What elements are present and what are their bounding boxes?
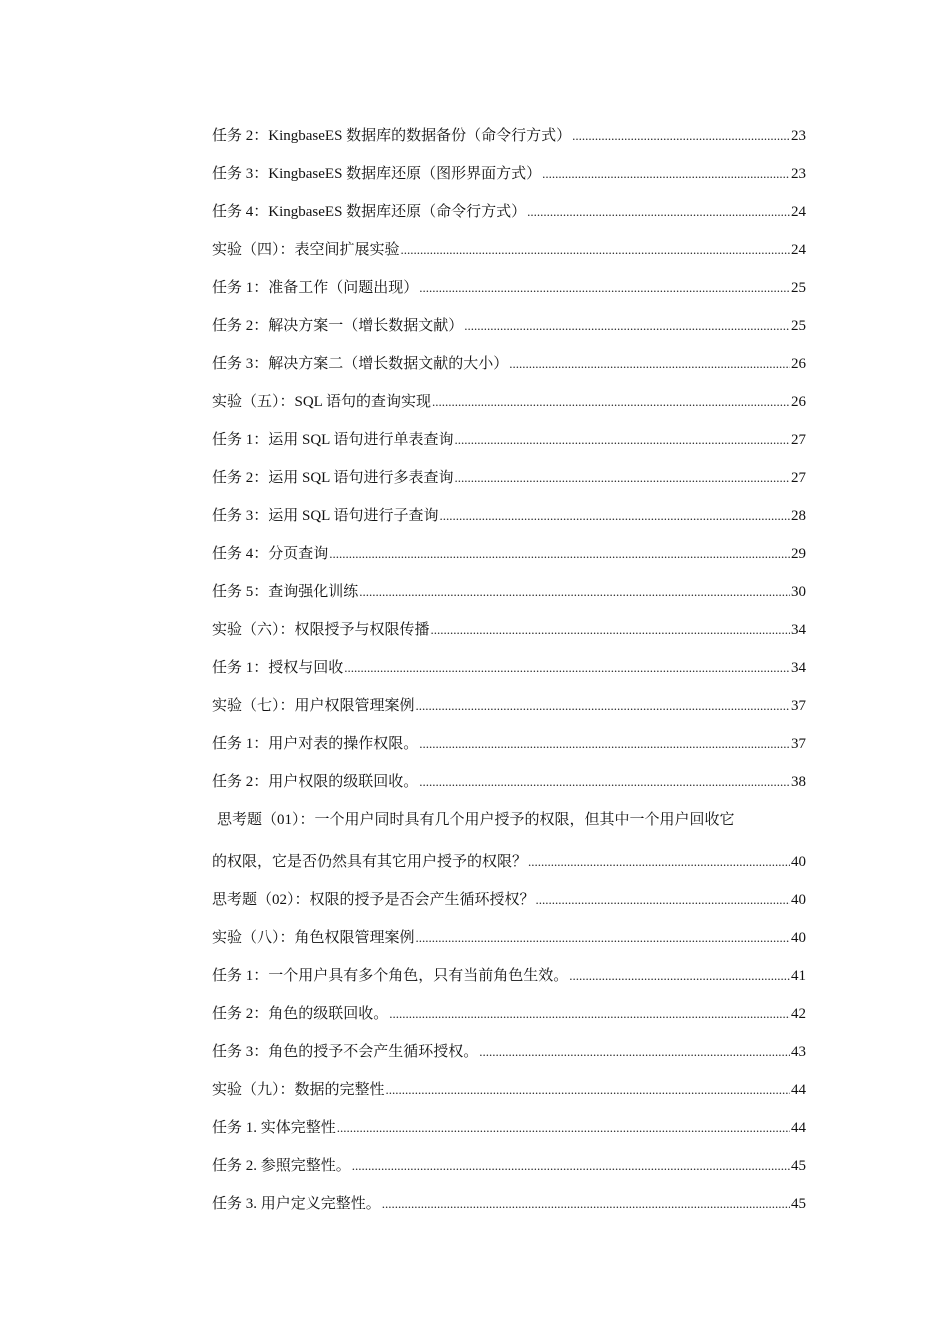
toc-leader-dots [432, 390, 790, 414]
toc-page-number: 24 [791, 204, 806, 220]
toc-entry-title: 任务 3. 用户定义完整性。 [212, 1196, 381, 1212]
toc-entry-title: 任务 3：解决方案二（增长数据文献的大小） [212, 356, 509, 372]
toc-page-number: 44 [791, 1120, 806, 1136]
toc-entry-title: 实验（七）：用户权限管理案例 [212, 698, 415, 714]
toc-entry[interactable] [212, 770, 806, 808]
toc-entry[interactable] [212, 1116, 806, 1154]
toc-entry-title: 任务 4：分页查询 [212, 546, 329, 562]
toc-page-number: 43 [791, 1044, 806, 1060]
toc-leader-dots [382, 1192, 790, 1216]
table-of-contents [212, 124, 806, 1230]
toc-entry-title: 任务 3：角色的授予不会产生循环授权。 [212, 1044, 479, 1060]
toc-entry-title: 实验（八）：角色权限管理案例 [212, 930, 415, 946]
toc-page-number: 40 [791, 854, 806, 870]
toc-leader-dots [359, 580, 790, 604]
toc-entry-title: 思考题（02）：权限的授予是否会产生循环授权？ [212, 892, 535, 908]
toc-entry[interactable] [212, 618, 806, 656]
toc-page-number: 40 [791, 930, 806, 946]
toc-entry[interactable] [212, 276, 806, 314]
toc-entry-title: 任务 1：准备工作（问题出现） [212, 280, 419, 296]
toc-entry-title: 任务 5：查询强化训练 [212, 584, 359, 600]
toc-leader-dots [572, 124, 790, 148]
toc-page-number: 27 [791, 432, 806, 448]
toc-page-number: 41 [791, 968, 806, 984]
toc-entry[interactable] [212, 964, 806, 1002]
toc-entry[interactable] [212, 1154, 806, 1192]
toc-entry[interactable] [212, 542, 806, 580]
toc-page-number: 27 [791, 470, 806, 486]
toc-leader-dots [528, 850, 790, 874]
toc-page-number: 30 [791, 584, 806, 600]
toc-leader-dots [455, 428, 790, 452]
toc-page-number: 40 [791, 892, 806, 908]
toc-entry[interactable] [212, 162, 806, 200]
toc-leader-dots [419, 732, 790, 756]
toc-leader-dots [344, 656, 790, 680]
toc-entry[interactable] [212, 390, 806, 428]
toc-leader-dots [416, 926, 790, 950]
toc-page-number: 25 [791, 280, 806, 296]
toc-entry-title: 任务 1. 实体完整性 [212, 1120, 336, 1136]
toc-entry[interactable] [212, 200, 806, 238]
toc-entry[interactable] [212, 428, 806, 466]
toc-entry[interactable] [212, 926, 806, 964]
toc-page-number: 37 [791, 698, 806, 714]
toc-entry-title: 任务 1：一个用户具有多个角色，只有当前角色生效。 [212, 968, 569, 984]
toc-leader-dots [337, 1116, 790, 1140]
toc-page-number: 37 [791, 736, 806, 752]
toc-page-number: 23 [791, 166, 806, 182]
toc-entry[interactable] [212, 1192, 806, 1230]
toc-leader-dots [389, 1002, 790, 1026]
toc-leader-dots [416, 694, 790, 718]
toc-leader-dots [431, 618, 790, 642]
toc-leader-dots [329, 542, 790, 566]
toc-entry-title: 任务 3：运用 SQL 语句进行子查询 [212, 508, 439, 524]
toc-entry[interactable] [212, 1078, 806, 1116]
toc-entry[interactable] [212, 888, 806, 926]
toc-leader-dots [527, 200, 790, 224]
toc-entry[interactable] [212, 504, 806, 542]
toc-entry-title: 任务 2：运用 SQL 语句进行多表查询 [212, 470, 454, 486]
toc-page-number: 44 [791, 1082, 806, 1098]
toc-leader-dots [464, 314, 790, 338]
toc-entry-wrapped-line2[interactable] [212, 850, 806, 888]
toc-entry-title: 任务 3：KingbaseES 数据库还原（图形界面方式） [212, 166, 542, 182]
toc-page-number: 38 [791, 774, 806, 790]
toc-entry[interactable] [212, 314, 806, 352]
toc-entry[interactable] [212, 466, 806, 504]
toc-entry[interactable] [212, 1040, 806, 1078]
toc-page-number: 28 [791, 508, 806, 524]
toc-page-number: 34 [791, 622, 806, 638]
toc-leader-dots [419, 770, 790, 794]
toc-page-number: 34 [791, 660, 806, 676]
toc-page-number: 29 [791, 546, 806, 562]
toc-entry-title: 任务 4：KingbaseES 数据库还原（命令行方式） [212, 204, 527, 220]
toc-entry[interactable] [212, 124, 806, 162]
toc-entry-title: 的权限，它是否仍然具有其它用户授予的权限？ [212, 854, 528, 870]
toc-entry-wrapped-line1[interactable]: 思考题（01）：一个用户同时具有几个用户授予的权限，但其中一个用户回收它 [217, 812, 735, 828]
toc-leader-dots [401, 238, 790, 262]
toc-entry-title: 任务 1：授权与回收 [212, 660, 344, 676]
toc-leader-dots [536, 888, 790, 912]
toc-entry-title: 任务 2：解决方案一（增长数据文献） [212, 318, 464, 334]
toc-page-number: 26 [791, 356, 806, 372]
toc-entry[interactable] [212, 1002, 806, 1040]
toc-entry-title: 实验（六）：权限授予与权限传播 [212, 622, 430, 638]
toc-entry[interactable] [212, 352, 806, 390]
toc-leader-dots [455, 466, 790, 490]
toc-entry-title: 任务 2：KingbaseES 数据库的数据备份（命令行方式） [212, 128, 572, 144]
toc-leader-dots [386, 1078, 790, 1102]
toc-entry-title: 任务 2. 参照完整性。 [212, 1158, 351, 1174]
toc-entry-title: 实验（五）：SQL 语句的查询实现 [212, 394, 432, 410]
toc-page-number: 45 [791, 1158, 806, 1174]
toc-leader-dots [569, 964, 790, 988]
toc-page-number: 26 [791, 394, 806, 410]
toc-entry[interactable] [212, 656, 806, 694]
toc-leader-dots [419, 276, 790, 300]
toc-entry[interactable] [212, 238, 806, 276]
toc-entry-title: 任务 2：用户权限的级联回收。 [212, 774, 419, 790]
toc-entry[interactable] [212, 732, 806, 770]
toc-page-number: 23 [791, 128, 806, 144]
toc-entry-title: 实验（九）：数据的完整性 [212, 1082, 385, 1098]
toc-leader-dots [440, 504, 790, 528]
toc-entry-title: 任务 1：用户对表的操作权限。 [212, 736, 419, 752]
toc-entry-title: 任务 2：角色的级联回收。 [212, 1006, 389, 1022]
toc-leader-dots [352, 1154, 790, 1178]
toc-page-number: 42 [791, 1006, 806, 1022]
toc-entry-title: 任务 1：运用 SQL 语句进行单表查询 [212, 432, 454, 448]
toc-entry[interactable] [212, 694, 806, 732]
toc-page-number: 25 [791, 318, 806, 334]
toc-entry-title: 实验（四）：表空间扩展实验 [212, 242, 400, 258]
toc-page-number: 24 [791, 242, 806, 258]
toc-leader-dots [542, 162, 790, 186]
toc-leader-dots [509, 352, 790, 376]
toc-leader-dots [479, 1040, 790, 1064]
toc-page-number: 45 [791, 1196, 806, 1212]
toc-entry[interactable] [212, 580, 806, 618]
